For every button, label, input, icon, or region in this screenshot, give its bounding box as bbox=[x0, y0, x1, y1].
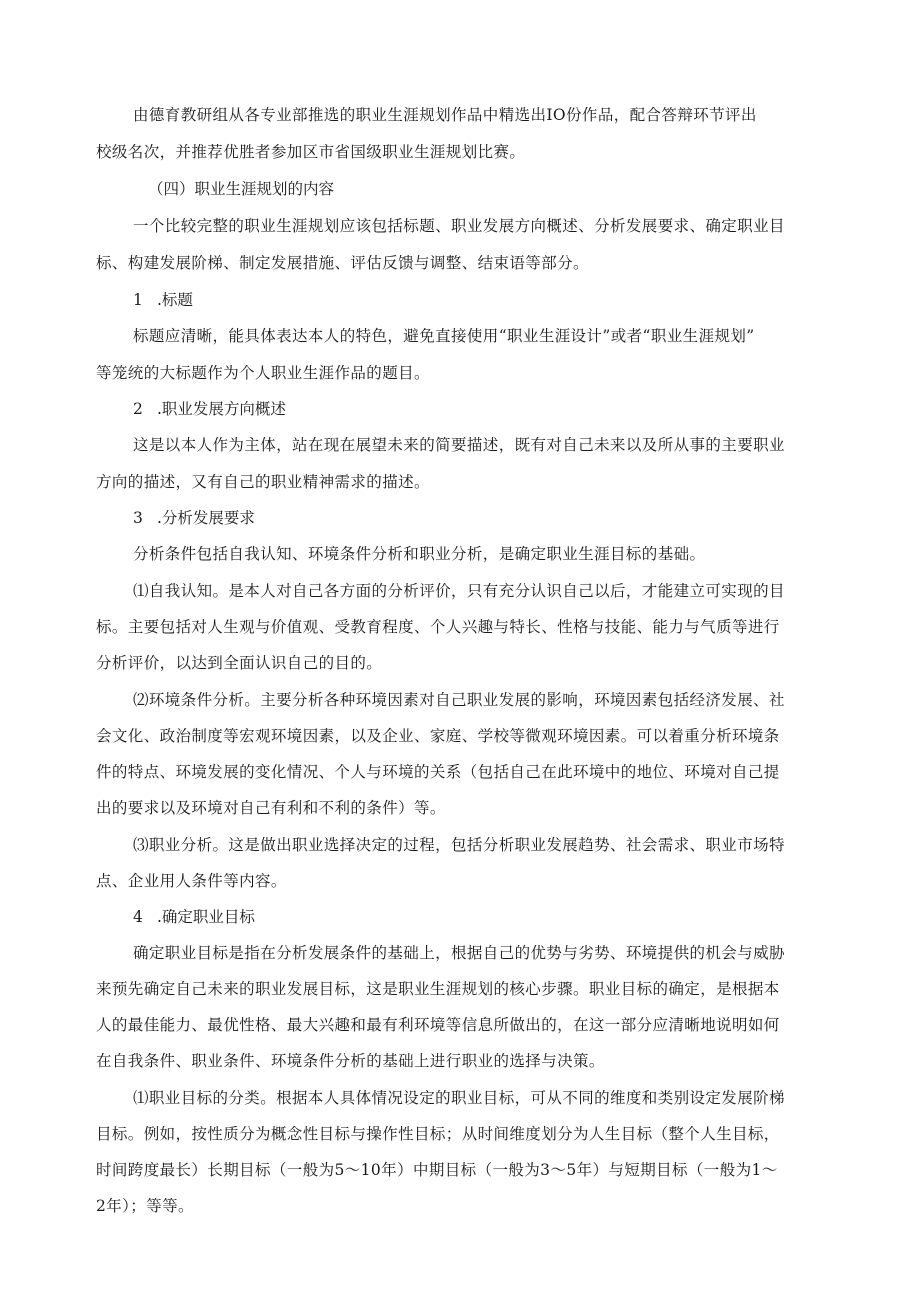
paragraph-line: 等笼统的大标题作为个人职业生涯作品的题目。 bbox=[96, 364, 430, 382]
paragraph-line: 人的最佳能力、最优性格、最大兴趣和最有利环境等信息所做出的，在这一部分应清晰地说明如何 bbox=[96, 1016, 780, 1034]
paragraph-line: 目标。例如，按性质分为概念性目标与操作性目标；从时间维度划分为人生目标（整个人生目标， bbox=[96, 1125, 780, 1143]
paragraph-line: ⑴职业目标的分类。根据本人具体情况设定的职业目标，可从不同的维度和类别设定发展阶梯 bbox=[133, 1089, 785, 1107]
subsection-number: 3 bbox=[133, 509, 143, 527]
subsection-title: .分析发展要求 bbox=[157, 509, 255, 527]
paragraph-line: 分析条件包括自我认知、环境条件分析和职业分析，是确定职业生涯目标的基础。 bbox=[133, 545, 706, 563]
paragraph-line: 会文化、政治制度等宏观环境因素，以及企业、家庭、学校等微观环境因素。可以着重分析环境条 bbox=[96, 727, 780, 745]
paragraph-line: 标、构建发展阶梯、制定发展措施、评估反馈与调整、结束语等部分。 bbox=[96, 254, 589, 272]
paragraph-line: 由德育教研组从各专业部推选的职业生涯规划作品中精选出IO份作品，配合答辩环节评出 bbox=[133, 106, 757, 124]
subsection-number: 2 bbox=[133, 400, 143, 418]
paragraph-line: 在自我条件、职业条件、环境条件分析的基础上进行职业的选择与决策。 bbox=[96, 1052, 605, 1070]
subsection-heading bbox=[133, 289, 193, 311]
paragraph-line: 时间跨度最长）长期目标（一般为5〜10年）中期目标（一般为3〜5年）与短期目标（一般为1〜 bbox=[96, 1161, 778, 1179]
paragraph-line: ⑶职业分析。这是做出职业选择决定的过程，包括分析职业发展趋势、社会需求、职业市场特 bbox=[133, 836, 785, 854]
subsection-number: 1 bbox=[133, 291, 143, 309]
subsection-heading bbox=[133, 507, 255, 529]
subsection-title: .标题 bbox=[157, 291, 193, 309]
subsection-title: .确定职业目标 bbox=[157, 908, 255, 926]
paragraph-line: 方向的描述，又有自己的职业精神需求的描述。 bbox=[96, 473, 430, 491]
paragraph-line: 分析评价，以达到全面认识自己的目的。 bbox=[96, 654, 383, 672]
paragraph-line: 标题应清晰，能具体表达本人的特色，避免直接使用“职业生涯设计”或者“职业生涯规划” bbox=[133, 327, 755, 345]
paragraph-line: 标。主要包括对人生观与价值观、受教育程度、个人兴趣与特长、性格与技能、能力与气质等进行 bbox=[96, 618, 780, 636]
paragraph-line: 确定职业目标是指在分析发展条件的基础上，根据自己的优势与劣势、环境提供的机会与威胁 bbox=[133, 944, 785, 962]
paragraph-line: ⑴自我认知。是本人对自己各方面的分析评价，只有充分认识自己以后，才能建立可实现的目 bbox=[133, 582, 785, 600]
paragraph-line: 点、企业用人条件等内容。 bbox=[96, 872, 287, 890]
paragraph-line: 这是以本人作为主体，站在现在展望未来的简要描述，既有对自己未来以及所从事的主要职业 bbox=[133, 436, 785, 454]
paragraph-line: 件的特点、环境发展的变化情况、个人与环境的关系（包括自己在此环境中的地位、环境对自己提 bbox=[96, 763, 780, 781]
subsection-number: 4 bbox=[133, 908, 143, 926]
subsection-title: .职业发展方向概述 bbox=[157, 400, 286, 418]
subsection-heading bbox=[133, 398, 286, 420]
paragraph-line: 出的要求以及环境对自己有利和不利的条件）等。 bbox=[96, 799, 446, 817]
section-heading: （四）职业生涯规划的内容 bbox=[148, 180, 335, 198]
paragraph-line: ⑵环境条件分析。主要分析各种环境因素对自己职业发展的影响，环境因素包括经济发展、社 bbox=[133, 691, 785, 709]
paragraph-line: 一个比较完整的职业生涯规划应该包括标题、职业发展方向概述、分析发展要求、确定职业目 bbox=[133, 217, 785, 235]
paragraph-line: 2年）；等等。 bbox=[96, 1197, 194, 1215]
subsection-heading bbox=[133, 906, 255, 928]
paragraph-line: 校级名次，并推荐优胜者参加区市省国级职业生涯规划比赛。 bbox=[96, 143, 526, 161]
paragraph-line: 来预先确定自己未来的职业发展目标，这是职业生涯规划的核心步骤。职业目标的确定，是根据本 bbox=[96, 980, 780, 998]
